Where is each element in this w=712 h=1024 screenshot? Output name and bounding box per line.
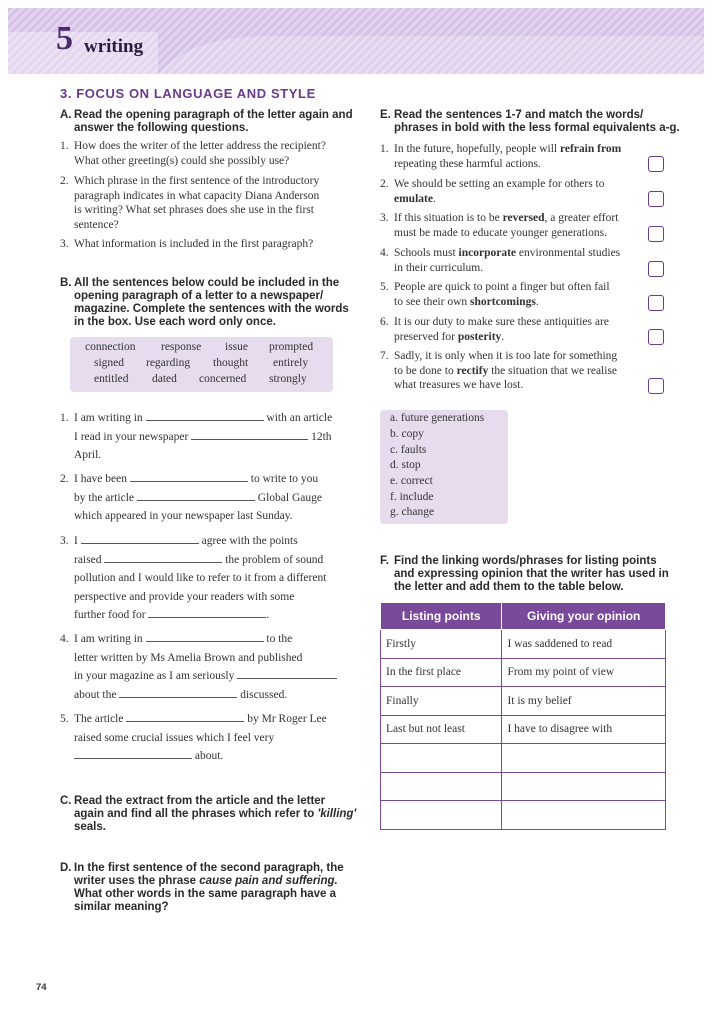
question-b-line: in the box. Use each word only once. bbox=[74, 316, 276, 328]
gap-fill-sentence-5 bbox=[60, 710, 360, 766]
answer-checkbox-6[interactable] bbox=[648, 329, 664, 345]
item-number: 5. bbox=[380, 281, 389, 293]
table-cell: Last but not least bbox=[381, 715, 502, 744]
question-e-heading bbox=[380, 109, 680, 135]
sentence-text: agree with the points bbox=[201, 535, 298, 547]
equivalent-text: correct bbox=[400, 475, 433, 487]
match-sentence-4 bbox=[380, 246, 645, 275]
equivalents-box bbox=[380, 410, 508, 524]
item-number: 6. bbox=[380, 316, 389, 328]
sentence-text: in your magazine as I am seriously bbox=[74, 670, 235, 682]
match-sentence-1 bbox=[380, 142, 645, 171]
table-row bbox=[381, 772, 666, 801]
table-cell-empty[interactable] bbox=[502, 772, 666, 801]
question-b-heading bbox=[60, 277, 360, 329]
question-d-line: writer uses the phrase bbox=[74, 875, 197, 887]
question-a-line-2: answer the following questions. bbox=[74, 122, 249, 134]
answer-checkbox-2[interactable] bbox=[648, 191, 664, 207]
answer-checkbox-4[interactable] bbox=[648, 261, 664, 277]
column-header-giving-opinion: Giving your opinion bbox=[502, 603, 666, 630]
table-row bbox=[381, 658, 666, 687]
question-d-line: What other words in the same paragraph have a bbox=[74, 888, 337, 900]
sentence-text: about the bbox=[74, 688, 117, 701]
sentence-text: In the future, hopefully, people will bbox=[394, 143, 558, 155]
sentence-text: further food for bbox=[74, 609, 146, 621]
sentence-text: in their curriculum. bbox=[394, 261, 484, 274]
word-box-word: entirely bbox=[273, 357, 309, 369]
sentence-text: I read in your newspaper bbox=[74, 430, 189, 443]
word-box-word: strongly bbox=[269, 373, 307, 385]
equivalent-text: future generations bbox=[400, 412, 485, 424]
sentence-text: It is our duty to make sure these antiquities are bbox=[394, 316, 609, 328]
sentence-text: about. bbox=[194, 750, 224, 762]
sentence-text: We should be setting an example for others to bbox=[394, 178, 605, 190]
gap-blank[interactable] bbox=[81, 532, 199, 544]
gap-blank[interactable] bbox=[126, 710, 244, 722]
column-header-listing-points: Listing points bbox=[381, 603, 502, 630]
answer-checkbox-7[interactable] bbox=[648, 378, 664, 394]
question-letter: C. bbox=[60, 795, 72, 807]
question-d-line: In the first sentence of the second paragraph, the bbox=[74, 862, 344, 874]
table-row bbox=[381, 687, 666, 716]
item-number: 1. bbox=[60, 412, 69, 424]
item-text: What other greeting(s) could she possibly use? bbox=[74, 154, 290, 167]
word-box-word: signed bbox=[94, 357, 125, 369]
sentence-text: pollution and I would like to refer to it from a different bbox=[74, 572, 327, 584]
sentence-text: 12th bbox=[311, 430, 332, 443]
gap-blank[interactable] bbox=[104, 551, 222, 563]
item-text: paragraph indicates in what capacity Diana Anderson bbox=[74, 189, 320, 202]
question-c-line: again and find all the phrases which refer to bbox=[74, 808, 315, 820]
table-cell: I was saddened to read bbox=[502, 630, 666, 659]
question-d-italic: cause pain and suffering. bbox=[199, 875, 338, 887]
sentence-text: repeating these harmful actions. bbox=[394, 157, 541, 170]
table-cell-empty[interactable] bbox=[381, 744, 502, 773]
sentence-text: If this situation is to be bbox=[394, 212, 500, 224]
question-c-heading bbox=[60, 795, 360, 834]
sentence-text: preserved for bbox=[394, 330, 455, 343]
sentence-text: the problem of sound bbox=[225, 553, 324, 566]
question-letter: E. bbox=[380, 109, 391, 121]
equivalent-text: faults bbox=[400, 444, 427, 456]
sentence-text: to be done to bbox=[394, 364, 454, 377]
sentence-text: People are quick to point a finger but often fail bbox=[394, 281, 610, 293]
sentence-text: what treasures we have lost. bbox=[394, 379, 524, 391]
table-cell-empty[interactable] bbox=[381, 801, 502, 830]
question-b-line: opening paragraph of a letter to a newspaper/ bbox=[74, 290, 324, 302]
table-cell: Firstly bbox=[381, 630, 502, 659]
word-box-word: thought bbox=[213, 357, 249, 369]
sentence-text: discussed. bbox=[240, 688, 288, 701]
linking-words-table bbox=[380, 602, 666, 830]
item-number: 1. bbox=[380, 143, 389, 155]
question-f-line: Find the linking words/phrases for listing points bbox=[394, 555, 657, 567]
item-number: 4. bbox=[60, 633, 69, 645]
question-letter: D. bbox=[60, 862, 72, 874]
gap-blank[interactable] bbox=[119, 686, 237, 698]
sentence-text: I bbox=[74, 535, 78, 547]
question-d-heading bbox=[60, 862, 360, 914]
bold-phrase: emulate bbox=[394, 192, 433, 205]
sentence-text: April. bbox=[74, 449, 102, 461]
gap-blank[interactable] bbox=[137, 489, 255, 501]
equivalent-letter: g. bbox=[390, 506, 399, 518]
bold-phrase: rectify bbox=[456, 364, 489, 377]
answer-checkbox-3[interactable] bbox=[648, 226, 664, 242]
sentence-text: . bbox=[535, 295, 539, 308]
word-box-word: prompted bbox=[269, 341, 314, 353]
sentence-text: . bbox=[266, 609, 270, 621]
question-a-item-1 bbox=[60, 139, 360, 168]
match-sentence-2 bbox=[380, 177, 645, 206]
sentence-text: by the article bbox=[74, 491, 135, 504]
gap-blank[interactable] bbox=[74, 747, 192, 759]
sentence-text: . bbox=[501, 330, 505, 343]
equivalent-letter: a. bbox=[390, 412, 398, 424]
bold-phrase: shortcomings bbox=[470, 295, 536, 308]
bold-phrase: incorporate bbox=[458, 247, 517, 259]
bold-phrase: reversed bbox=[502, 212, 545, 224]
match-sentence-5 bbox=[380, 280, 645, 309]
question-a-item-3 bbox=[60, 237, 360, 252]
item-number: 3. bbox=[380, 212, 389, 224]
table-cell-empty[interactable] bbox=[381, 772, 502, 801]
table-cell: Finally bbox=[381, 687, 502, 716]
item-number: 3. bbox=[60, 535, 69, 547]
table-cell-empty[interactable] bbox=[502, 744, 666, 773]
sentence-text: to write to you bbox=[250, 473, 319, 485]
unit-title: writing bbox=[84, 36, 144, 57]
item-text: What information is included in the first paragraph? bbox=[74, 238, 314, 250]
sentence-text: Schools must bbox=[394, 247, 456, 259]
table-row bbox=[381, 801, 666, 830]
gap-blank[interactable] bbox=[237, 667, 337, 679]
sentence-text: which appeared in your newspaper last Sunday. bbox=[74, 510, 293, 522]
question-letter: B. bbox=[60, 277, 72, 289]
equivalent-letter: d. bbox=[390, 459, 399, 471]
question-c-line: seals. bbox=[74, 821, 106, 833]
sentence-text: I am writing in bbox=[74, 633, 143, 645]
sentence-text: I have been bbox=[74, 473, 127, 485]
item-number: 7. bbox=[380, 350, 389, 362]
word-box-word: entitled bbox=[94, 373, 129, 385]
item-number: 4. bbox=[380, 247, 389, 259]
gap-blank[interactable] bbox=[146, 630, 264, 642]
gap-blank[interactable] bbox=[130, 470, 248, 482]
table-cell: In the first place bbox=[381, 658, 502, 687]
question-f-line: the letter and add them to the table below. bbox=[394, 581, 624, 593]
word-box-word: connection bbox=[85, 341, 136, 353]
unit-number: 5 bbox=[56, 20, 73, 57]
question-b-line: All the sentences below could be included in the bbox=[74, 277, 340, 289]
sentence-text: the situation that we realise bbox=[491, 364, 618, 377]
sentence-text: to see their own bbox=[394, 295, 468, 308]
item-number: 2. bbox=[60, 473, 69, 485]
equivalent-letter: e. bbox=[390, 475, 398, 487]
sentence-text: Sadly, it is only when it is too late for something bbox=[394, 350, 618, 362]
table-cell: I have to disagree with bbox=[502, 715, 666, 744]
gap-fill-sentence-2 bbox=[60, 470, 360, 526]
sentence-text: environmental studies bbox=[518, 247, 621, 259]
question-f-line: and expressing opinion that the writer has used in bbox=[394, 568, 669, 580]
word-box-word: issue bbox=[225, 341, 248, 353]
word-box bbox=[70, 337, 333, 392]
bold-phrase: posterity bbox=[457, 330, 502, 343]
match-sentence-7 bbox=[380, 349, 645, 393]
sentence-text: must be made to educate younger generations. bbox=[394, 226, 607, 239]
sentence-text: to the bbox=[266, 633, 293, 645]
question-e-line: phrases in bold with the less formal equivalents a-g. bbox=[394, 122, 680, 134]
item-number: 2. bbox=[380, 178, 389, 190]
equivalent-text: change bbox=[401, 506, 435, 518]
match-sentence-3 bbox=[380, 211, 645, 240]
table-header-row bbox=[381, 603, 666, 630]
table-row bbox=[381, 630, 666, 659]
sentence-text: . bbox=[432, 192, 436, 205]
gap-fill-sentence-4 bbox=[60, 630, 360, 704]
item-number: 5. bbox=[60, 713, 69, 725]
question-f-heading bbox=[380, 555, 680, 594]
word-box-word: regarding bbox=[146, 357, 191, 369]
table-row bbox=[381, 744, 666, 773]
question-letter: A. bbox=[60, 109, 72, 121]
sentence-text: letter written by Ms Amelia Brown and published bbox=[74, 651, 303, 664]
question-a-item-2 bbox=[60, 174, 360, 232]
equivalent-text: include bbox=[399, 491, 434, 503]
question-c-italic: 'killing' bbox=[317, 808, 357, 820]
question-a-line-1: Read the opening paragraph of the letter again and bbox=[74, 109, 353, 121]
sentence-text: perspective and provide your readers with some bbox=[74, 590, 295, 603]
question-c-line: Read the extract from the article and the letter bbox=[74, 795, 326, 807]
table-row bbox=[381, 715, 666, 744]
table-cell: It is my belief bbox=[502, 687, 666, 716]
answer-checkbox-1[interactable] bbox=[648, 156, 664, 172]
question-e-line: Read the sentences 1-7 and match the words/ bbox=[394, 109, 644, 121]
word-box-word: concerned bbox=[199, 373, 247, 385]
page-number: 74 bbox=[36, 982, 47, 993]
word-box-word: response bbox=[161, 341, 202, 353]
answer-checkbox-5[interactable] bbox=[648, 295, 664, 311]
gap-blank[interactable] bbox=[191, 428, 308, 440]
item-number: 2. bbox=[60, 175, 69, 187]
item-text: How does the writer of the letter address the recipient? bbox=[74, 140, 326, 152]
sentence-text: by Mr Roger Lee bbox=[247, 713, 327, 725]
gap-blank[interactable] bbox=[148, 606, 266, 618]
equivalent-letter: f. bbox=[390, 491, 397, 503]
sentence-text: with an article bbox=[266, 412, 333, 424]
sentence-text: raised bbox=[74, 553, 102, 566]
section-title: 3. FOCUS ON LANGUAGE AND STYLE bbox=[60, 86, 316, 101]
item-number: 3. bbox=[60, 238, 69, 250]
question-letter: F. bbox=[380, 555, 389, 567]
item-text: Which phrase in the first sentence of the introductory bbox=[74, 175, 320, 187]
sentence-text: I am writing in bbox=[74, 412, 143, 424]
sentence-text: , a greater effort bbox=[544, 212, 619, 224]
equivalent-letter: c. bbox=[390, 444, 398, 456]
bold-phrase: refrain from bbox=[559, 143, 622, 155]
sentence-text: The article bbox=[74, 713, 124, 725]
item-text: is writing? What set phrases does she use in the first bbox=[74, 204, 314, 216]
gap-fill-sentence-3 bbox=[60, 532, 360, 625]
equivalent-letter: b. bbox=[390, 428, 399, 440]
sentence-text: Global Gauge bbox=[257, 491, 322, 504]
equivalent-text: stop bbox=[401, 459, 421, 471]
item-text: sentence? bbox=[74, 218, 119, 231]
gap-blank[interactable] bbox=[146, 409, 264, 421]
sentence-text: raised some crucial issues which I feel very bbox=[74, 731, 275, 744]
gap-fill-sentence-1 bbox=[60, 409, 360, 465]
word-box-word: dated bbox=[152, 373, 177, 385]
table-cell: From my point of view bbox=[502, 658, 666, 687]
question-a-heading bbox=[60, 109, 360, 135]
match-sentence-6 bbox=[380, 315, 645, 344]
item-number: 1. bbox=[60, 140, 69, 152]
question-d-line: similar meaning? bbox=[74, 901, 169, 913]
equivalent-text: copy bbox=[401, 428, 424, 440]
table-cell-empty[interactable] bbox=[502, 801, 666, 830]
question-b-line: magazine. Complete the sentences with the words bbox=[74, 303, 349, 315]
